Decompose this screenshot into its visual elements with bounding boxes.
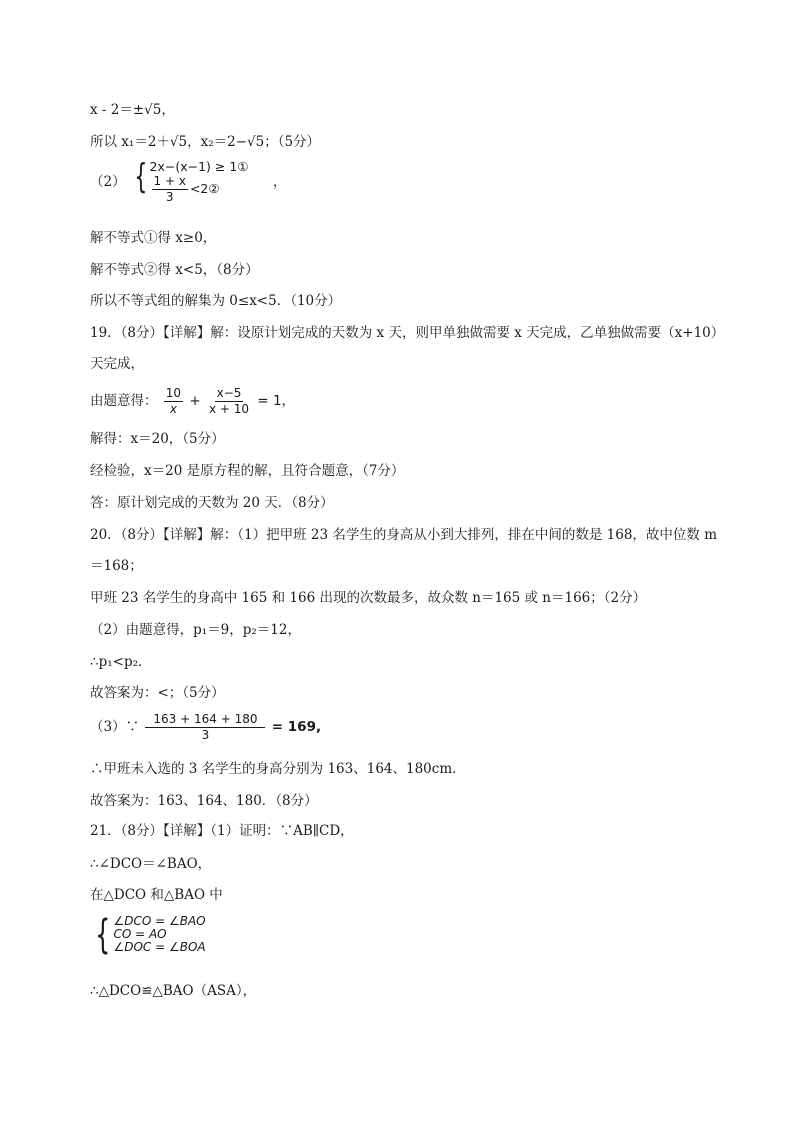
system-row: ∠DCO = ∠BAO <box>113 914 206 928</box>
text-line: 天完成， <box>90 356 144 372</box>
plus-sign: + <box>189 393 201 409</box>
text-line: 故答案为：163、164、180．（8分） <box>90 793 318 809</box>
text-line: 19．（8分）【详解】解：设原计划完成的天数为 x 天，则甲单独做需要 x 天完成，乙单独做需要（x+10） <box>90 325 725 341</box>
text-line: ∴p₁<p₂． <box>90 654 152 670</box>
text-line: x - 2＝±√5， <box>90 102 175 118</box>
system-row: 2x−(x−1) ≥ 1① <box>149 159 249 174</box>
fraction-numerator: 10 <box>165 386 182 400</box>
text-line: ∴甲班未入选的 3 名学生的身高分别为 163、164、180cm． <box>90 761 466 777</box>
congruence-system <box>90 912 206 958</box>
brace-symbol: { <box>95 912 111 958</box>
text-line: 21．（8分）【详解】（1）证明：∵AB∥CD， <box>90 823 354 839</box>
inequality-system-line <box>90 157 287 205</box>
brace-symbol: { <box>134 157 148 197</box>
text-line: 解不等式②得 x<5，（8分） <box>90 262 259 278</box>
fraction-numerator: x−5 <box>216 386 242 400</box>
system-row: CO = AO <box>113 927 167 941</box>
text-segment: 由题意得： <box>90 393 158 409</box>
text-line: （2）由题意得，p₁＝9，p₂＝12， <box>90 622 301 638</box>
text-line: 所以不等式组的解集为 0≤x<5．（10分） <box>90 293 342 309</box>
fraction-numerator: 163 + 164 + 180 <box>145 712 265 728</box>
inequality-system <box>130 157 249 205</box>
text-line: 解得：x＝20，（5分） <box>90 431 225 447</box>
fraction-denominator: 3 <box>201 728 210 742</box>
text-line: 20．（8分）【详解】解：（1）把甲班 23 名学生的身高从小到大排列，排在中间的数是 168，故中位数 m <box>90 527 718 543</box>
text-segment: ， <box>272 174 287 190</box>
text-line: 在△DCO 和△BAO 中 <box>90 887 223 903</box>
text-line: ∴∠DCO＝∠BAO， <box>90 856 212 872</box>
text-line: 所以 x₁＝2＋√5，x₂＝2−√5；（5分） <box>90 134 321 150</box>
equation-line <box>90 386 295 417</box>
text-line: ∴△DCO≌△BAO（ASA）， <box>90 983 257 999</box>
text-segment: （3）∵ <box>90 719 140 735</box>
text-line: 答：原计划完成的天数为 20 天．（8分） <box>90 495 334 511</box>
text-line: ＝168； <box>90 558 143 574</box>
text-segment: = 1， <box>257 393 296 409</box>
text-line: 解不等式①得 x≥0， <box>90 230 217 246</box>
fraction-numerator: 1 + x <box>153 174 186 188</box>
text-line: 甲班 23 名学生的身高中 165 和 166 出现的次数最多，故众数 n＝165 或 n＝166；（2分） <box>90 590 647 606</box>
text-segment: （2） <box>90 174 126 190</box>
text-segment: <2② <box>189 181 220 196</box>
text-segment: = 169, <box>271 719 322 735</box>
fraction-denominator: x + 10 <box>208 402 250 416</box>
text-line: 故答案为：<；（5分） <box>90 685 225 701</box>
fraction-denominator: x <box>169 402 177 416</box>
text-line: 经检验，x＝20 是原方程的解，且符合题意，（7分） <box>90 463 405 479</box>
equation-line <box>90 712 321 743</box>
system-row: ∠DOC = ∠BOA <box>113 940 206 954</box>
fraction-denominator: 3 <box>165 190 174 204</box>
system-row <box>150 174 249 205</box>
